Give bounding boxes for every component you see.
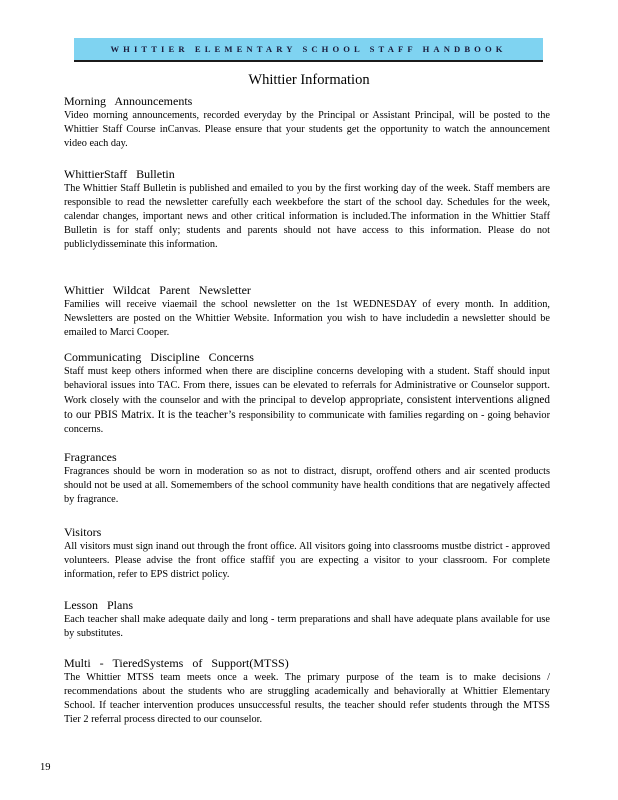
section-heading: Morning Announcements: [64, 94, 193, 108]
section-body: Video morning announcements, recorded everyday by the Principal or Assistant Principal, will be posted to the Whittier Staff Course inCanvas. Please ensure that your students get the opportunity to watch the announcement video each day.: [64, 110, 550, 149]
section-heading: Fragrances: [64, 450, 117, 464]
section-body: [64, 365, 550, 437]
section-heading: Lesson Plans: [64, 598, 133, 612]
section-body: Each teacher shall make adequate daily and long - term preparations and shall have adequate plans available for use by substitutes.: [64, 614, 550, 639]
section-visitors: [64, 525, 550, 582]
section-heading: WhittierStaff Bulletin: [64, 167, 175, 181]
section-morning-announcements: [64, 94, 550, 151]
section-body: Families will receive viaemail the school newsletter on the 1st WEDNESDAY of every month. In addition, Newsletters are posted on the Whittier Website. Information you wish to have includedin a newsletter should be emailed to Marci Cooper.: [64, 299, 550, 338]
page-title: Whittier Information: [248, 72, 370, 88]
section-body: Fragrances should be worn in moderation so as not to distract, disrupt, oroffend others and air scented products should not be used at all. Somemembers of the school community have health conditions that are negatively affected by fragrance.: [64, 466, 550, 505]
section-heading: Multi - TieredSystems of Support(MTSS): [64, 656, 289, 670]
section-discipline-concerns: [64, 350, 550, 437]
body-text-end: responsibility to communicate with families regarding on - going behavior concerns.: [64, 410, 550, 435]
section-body: All visitors must sign inand out through the front office. All visitors going into classrooms mustbe district - approved volunteers. Please advise the front office staffif you are expecting a visitor to your classroom. For complete information, refer to EPS district policy.: [64, 541, 550, 580]
section-parent-newsletter: [64, 283, 550, 340]
body-text-start: Staff must keep others informed when there are discipline concerns developing with a student. Staff should input behavioral issues into TAC. From there, issues can be elevated to referrals for Administrative or Counselor support. Work closely with the counselor and with the principal to: [64, 366, 550, 406]
section-lesson-plans: [64, 598, 550, 641]
section-mtss: [64, 656, 550, 727]
banner-text: WHITTIER ELEMENTARY SCHOOL STAFF HANDBOOK: [110, 44, 507, 54]
section-heading: Visitors: [64, 525, 102, 539]
section-fragrances: [64, 450, 550, 507]
section-staff-bulletin: [64, 167, 550, 252]
page-number: 19: [40, 762, 51, 773]
section-body: The Whittier MTSS team meets once a week. The primary purpose of the team is to make decisions / recommendations about the students who are struggling academically and behaviorally at Whittier Elementary School. If teacher intervention produces unsuccessful results, the teacher should refer students through the MTSS Tier 2 referral process directed to our counselor.: [64, 672, 550, 725]
section-body: The Whittier Staff Bulletin is published and emailed to you by the first working day of the week. Staff members are responsible to read the newsletter carefully each weekbefore the start of the school day. Schedules for the week, calendar changes, important news and other critical information is included.The information in the Whittier Staff Bulletin is for staff only; students and parents should not have access to this information. Please do not publiclydisseminate this information.: [64, 183, 550, 250]
section-heading: Communicating Discipline Concerns: [64, 350, 254, 364]
section-heading: Whittier Wildcat Parent Newsletter: [64, 283, 251, 297]
handbook-banner: [74, 38, 543, 62]
body-text-emphasis: develop appropriate, consistent interventions aligned to our PBIS Matrix. It is the teacher’s: [64, 394, 550, 421]
